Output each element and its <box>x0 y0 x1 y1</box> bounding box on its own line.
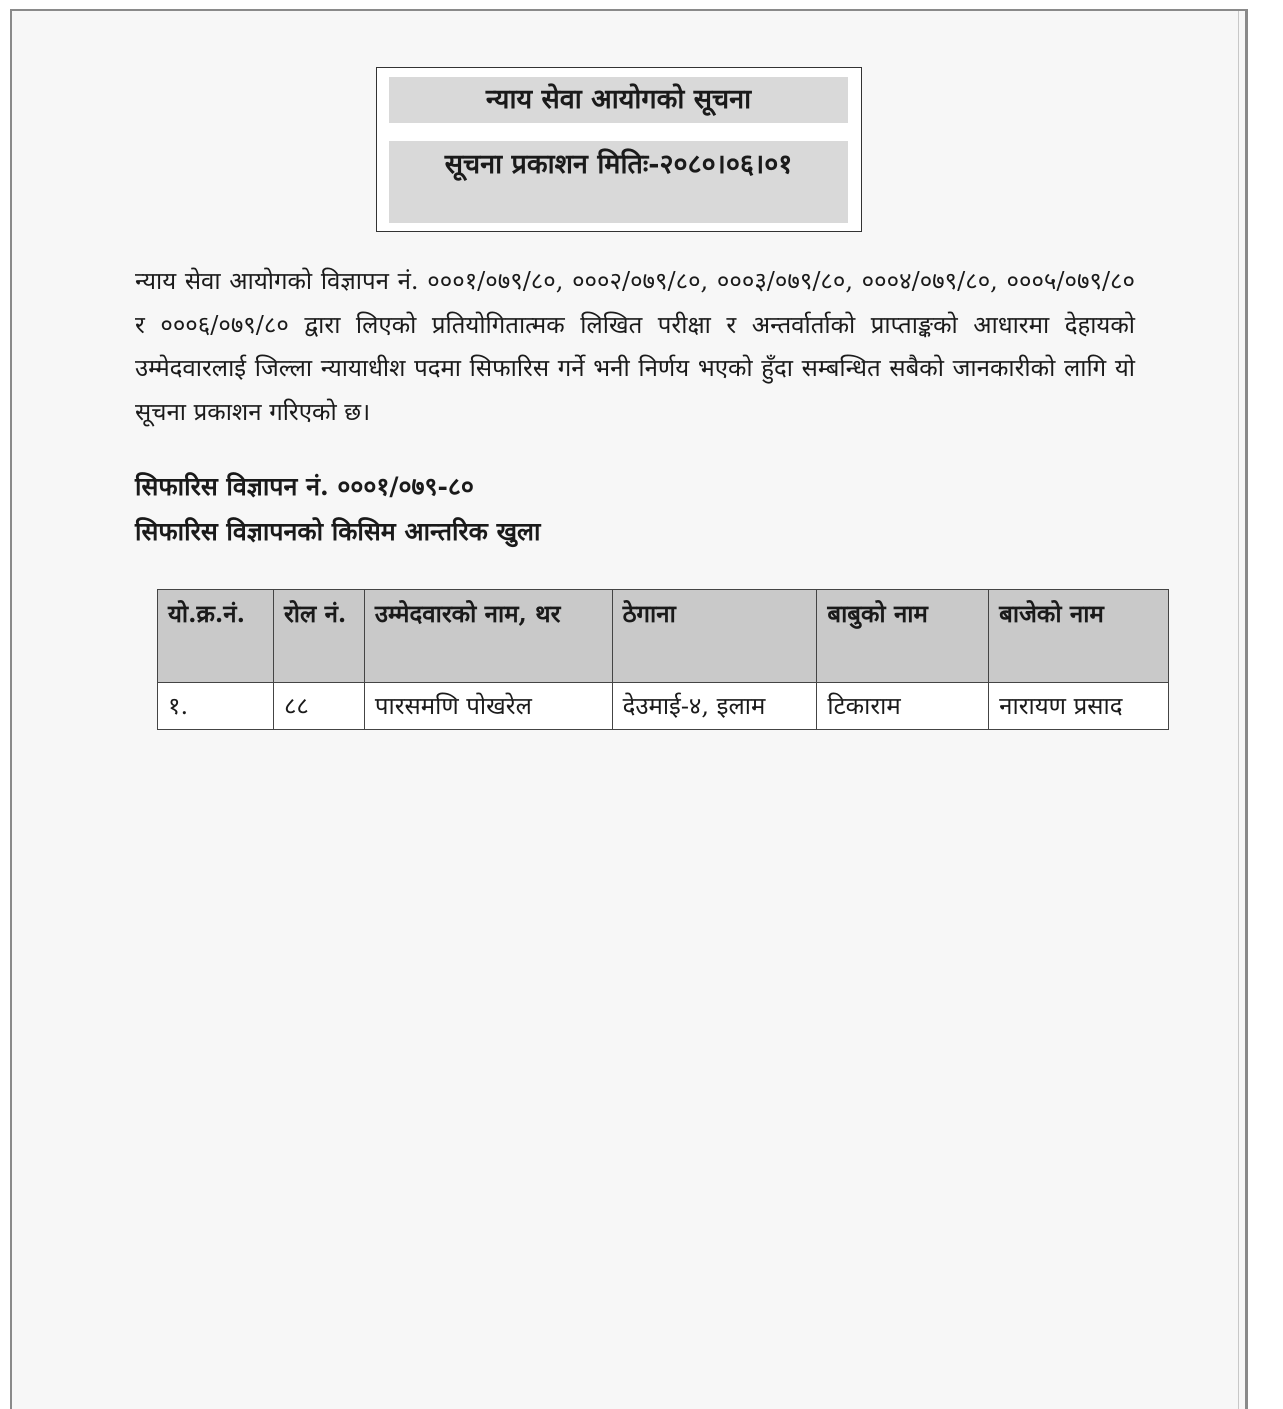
cell-address: देउमाई-४, इलाम <box>612 683 817 730</box>
header-grandfather-name: बाजेको नाम <box>989 590 1169 683</box>
notice-header-box <box>376 67 862 232</box>
notice-body-paragraph: न्याय सेवा आयोगको विज्ञापन नं. ०००१/०७९/८०, ०००२/०७९/८०, ०००३/०७९/८०, ०००४/०७९/८०, ०००५/०७९/८० र ०००६/०७९/८० द्वारा लिएको प्रतियोगितात्मक लिखित परीक्षा र अन्तर्वार्ताको प्राप्ताङ्कको आधारमा देहायको उम्मेदवारलाई जिल्ला न्यायाधीश पदमा सिफारिस गर्ने भनी निर्णय भएको हुँदा सम्बन्धित सबैको जानकारीको लागि यो सूचना प्रकाशन गरिएको छ। <box>135 267 1135 426</box>
cell-candidate-name: पारसमणि पोखरेल <box>364 683 612 730</box>
header-roll-number: रोल नं. <box>273 590 364 683</box>
page-edge-line <box>1238 11 1239 1409</box>
table-header-row <box>158 590 1169 683</box>
header-address: ठेगाना <box>612 590 817 683</box>
table-row <box>158 683 1169 730</box>
recommendation-ad-type: सिफारिस विज्ञापनको किसिम आन्तरिक खुला <box>135 517 541 546</box>
header-serial-number: यो.क्र.नं. <box>158 590 274 683</box>
recommended-candidates-table <box>157 589 1169 730</box>
notice-title: न्याय सेवा आयोगको सूचना <box>389 77 848 123</box>
cell-father-name: टिकाराम <box>817 683 989 730</box>
cell-roll-number: ८८ <box>273 683 364 730</box>
header-father-name: बाबुको नाम <box>817 590 989 683</box>
header-candidate-name: उम्मेदवारको नाम, थर <box>364 590 612 683</box>
recommendation-ad-number: सिफारिस विज्ञापन नं. ०००१/०७९-८० <box>135 472 474 501</box>
cell-serial-number: १. <box>158 683 274 730</box>
notice-publish-date: सूचना प्रकाशन मितिः-२०८०।०६।०१ <box>389 141 848 223</box>
cell-grandfather-name: नारायण प्रसाद <box>989 683 1169 730</box>
